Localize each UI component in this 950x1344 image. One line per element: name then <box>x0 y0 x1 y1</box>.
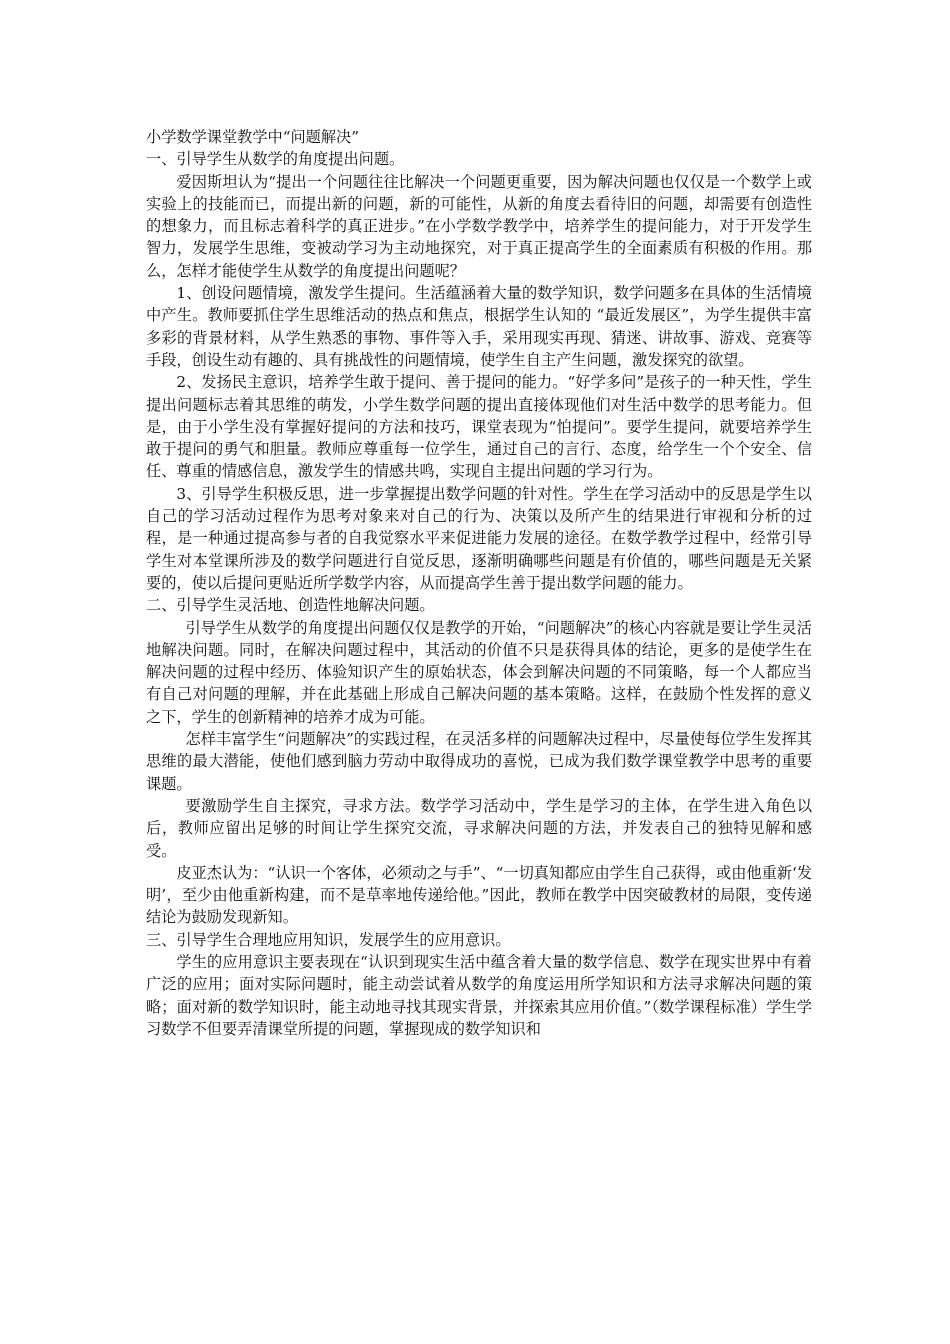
section-heading-2: 二、引导学生灵活地、创造性地解决问题。 <box>146 596 435 615</box>
paragraph: 怎样丰富学生“问题解决”的实践过程，在灵活多样的问题解决过程中，尽量使每位学生发挥其思维的最大潜能，使他们感到脑力劳动中取得成功的喜悦，已成为我们数学课堂教学中思考的重要课题。 <box>146 730 812 793</box>
paragraph: 2、发扬民主意识，培养学生敢于提问、善于提问的能力。“好学多问”是孩子的一种天性，学生提出问题标志着其思维的萌发，小学生数学问题的提出直接体现他们对生活中数学的思考能力。但是，由于小学生没有掌握好提问的方法和技巧，课堂表现为“怕提问”。要学生提问，就要培养学生敢于提问的勇气和胆量。教师应尊重每一位学生，通过自己的言行、态度，给学生一个个安全、信任、尊重的情感信息，激发学生的情感共鸣，实现自主提出问题的学习行为。 <box>146 373 812 481</box>
paragraph: 1、创设问题情境，激发学生提问。生活蕴涵着大量的数学知识，数学问题多在具体的生活情境中产生。教师要抓住学生思维活动的热点和焦点，根据学生认知的 “最近发展区”，为学生提供丰富多彩的背景材料，从学生熟悉的事物、事件等入手，采用现实再现、猜迷、讲故事、游戏、竞赛等手段，创设生动有趣的、具有挑战性的问题情境，使学生自主产生问题，激发探究的欲望。 <box>146 284 812 369</box>
paragraph: 要激励学生自主探究，寻求方法。数学学习活动中，学生是学习的主体，在学生进入角色以后，教师应留出足够的时间让学生探究交流，寻求解决问题的方法，并发表自己的独特见解和感受。 <box>146 796 812 860</box>
paragraph: 皮亚杰认为：“认识一个客体，必须动之与手”、“一切真知都应由学生自己获得，或由他重新‘发明’，至少由他重新构建，而不是草率地传递给他。”因此，教师在教学中因突破教材的局限，变传递结论为鼓励发现新知。 <box>146 863 813 927</box>
paragraph: 爱因斯坦认为“提出一个问题往往比解决一个问题更重要，因为解决问题也仅仅是一个数学上或实验上的技能而已，而提出新的问题，新的可能性，从新的角度去看待旧的问题，却需要有创造性的想象力，而且标志着科学的真正进步。”在小学数学教学中，培养学生的提问能力，对于开发学生智力，发展学生思维，变被动学习为主动地探究，对于真正提高学生的全面素质有积极的作用。那么，怎样才能使学生从数学的角度提出问题呢？ <box>146 172 812 280</box>
document-page <box>146 126 812 1040</box>
paragraph: 学生的应用意识主要表现在“认识到现实生活中蕴含着大量的数学信息、数学在现实世界中有着广泛的应用；面对实际问题时，能主动尝试着从数学的角度运用所学知识和方法寻求解决问题的策略；面对新的数学知识时，能主动地寻找其现实背景，并探索其应用价值。”（数学课程标准）学生学习数学不但要弄清课堂所提的问题，掌握现成的数学知识和 <box>146 952 812 1038</box>
paragraph: 3、引导学生积极反思，进一步掌握提出数学问题的针对性。学生在学习活动中的反思是学生以自己的学习活动过程作为思考对象来对自己的行为、决策以及所产生的结果进行审视和分析的过程，是一种通过提高参与者的自我觉察水平来促进能力发展的途径。在数学教学过程中，经常引导学生对本堂课所涉及的数学问题进行自觉反思，逐渐明确哪些问题是有价值的，哪些问题是无关紧要的，使以后提问更贴近所学数学内容，从而提高学生善于提出数学问题的能力。 <box>146 484 812 592</box>
document-title: 小学数学课堂教学中“问题解决” <box>146 128 359 146</box>
paragraph: 引导学生从数学的角度提出问题仅仅是教学的开始，“问题解决”的核心内容就是要让学生灵活地解决问题。同时，在解决问题过程中，其活动的价值不只是获得具体的结论，更多的是使学生在解决问题的过程中经历、体验知识产生的原始状态，体会到解决问题的不同策略，每一个人都应当有自己对问题的理解，并在此基础上形成自己解决问题的基本策略。这样，在鼓励个性发挥的意义之下，学生的创新精神的培养才成为可能。 <box>146 618 812 726</box>
section-heading-3: 三、引导学生合理地应用知识，发展学生的应用意识。 <box>146 930 511 949</box>
section-heading-1: 一、引导学生从数学的角度提出问题。 <box>146 150 405 169</box>
